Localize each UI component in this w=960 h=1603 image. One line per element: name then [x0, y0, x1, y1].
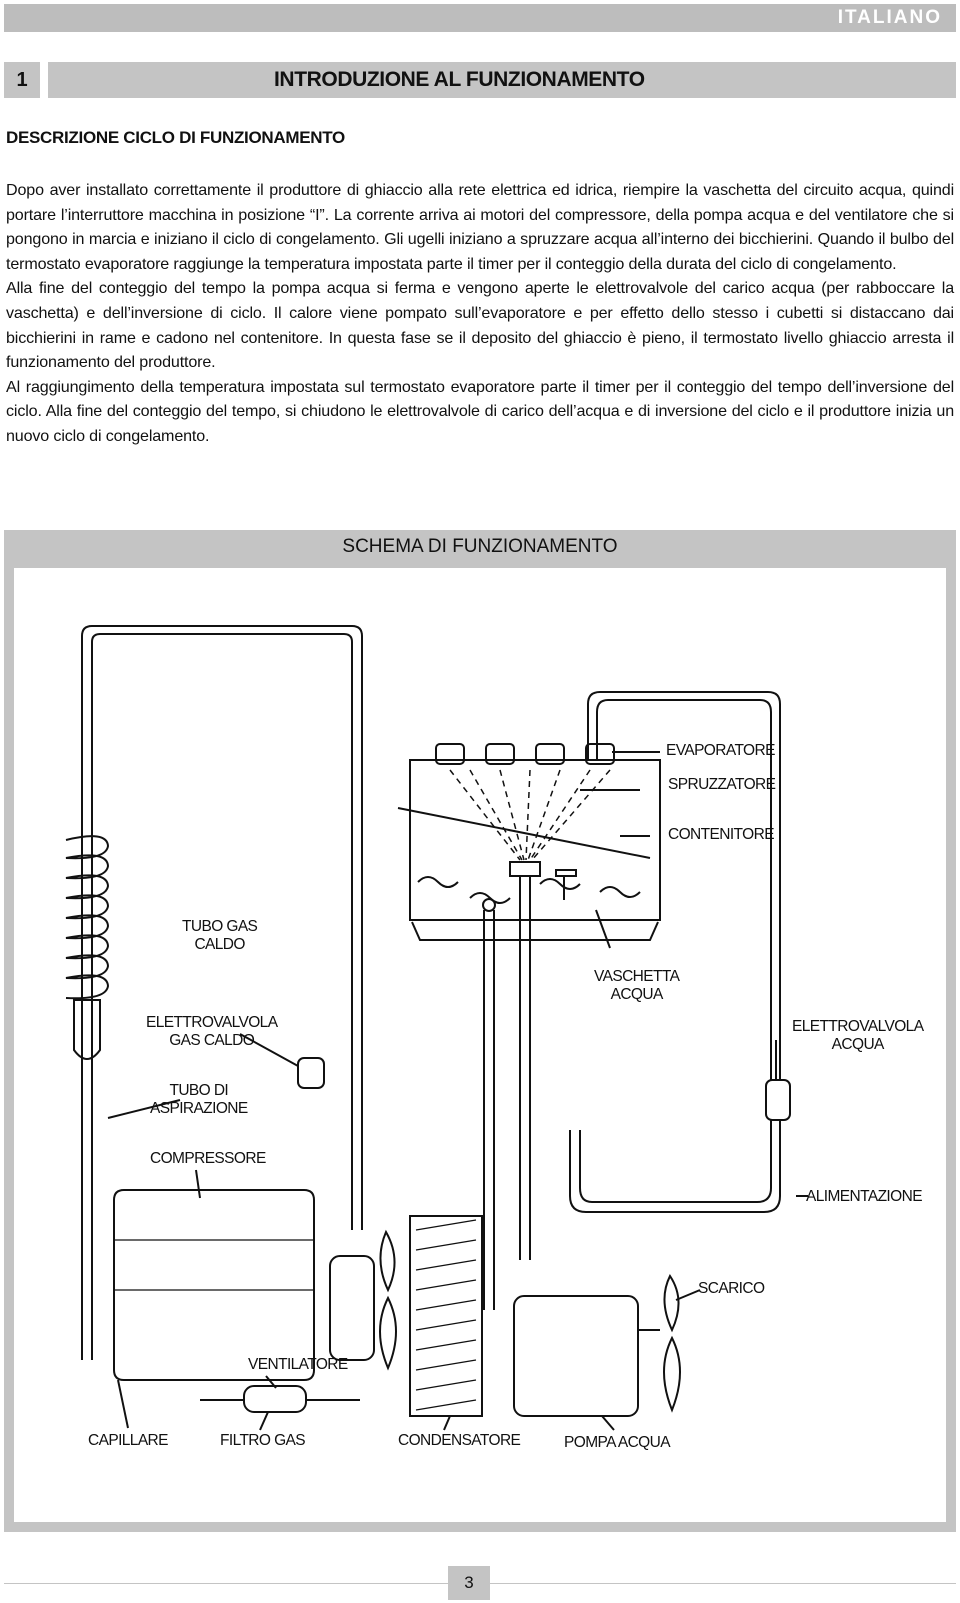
label-spruzzatore: SPRUZZATORE [668, 776, 776, 793]
section-number: 1 [4, 62, 40, 98]
label-alimentazione: ALIMENTAZIONE [806, 1188, 922, 1205]
label-condensatore: CONDENSATORE [398, 1432, 521, 1449]
label-contenitore: CONTENITORE [668, 826, 774, 843]
label-vaschetta-acqua: VASCHETTA ACQUA [594, 968, 680, 1003]
label-pompa-acqua: POMPA ACQUA [564, 1434, 670, 1451]
page-number: 3 [448, 1566, 490, 1600]
label-scarico: SCARICO [698, 1280, 765, 1297]
label-filtro-gas: FILTRO GAS [220, 1432, 306, 1449]
label-capillare: CAPILLARE [88, 1432, 168, 1449]
label-elettrovalvola-acqua: ELETTROVALVOLA ACQUA [792, 1018, 924, 1053]
label-tubo-di-aspirazione: TUBO DI ASPIRAZIONE [150, 1082, 248, 1117]
schema-title: SCHEMA DI FUNZIONAMENTO [342, 536, 618, 557]
section-title: INTRODUZIONE AL FUNZIONAMENTO [274, 68, 645, 91]
subheading: DESCRIZIONE CICLO DI FUNZIONAMENTO [6, 128, 345, 147]
label-evaporatore: EVAPORATORE [666, 742, 775, 759]
label-ventilatore: VENTILATORE [248, 1356, 348, 1373]
language-label: ITALIANO [837, 7, 942, 28]
body-paragraph: Dopo aver installato correttamente il produttore di ghiaccio alla rete elettrica ed idrica, riempire la vaschetta del circuito acqua, quindi portare l’interruttore macchina in posizione “I”. La corrente arriva ai motori del compressore, della pompa acqua e del ventilatore che si pongono in marcia e iniziano il ciclo di congelamento. Gli ugelli iniziano a spruzzare acqua all’interno dei bicchierini. Quando il bulbo del termostato evaporatore raggiunge la temperatura impostata parte il timer per il conteggio della durata del ciclo di congelamento. Alla fine del conteggio del tempo la pompa acqua si ferma e vengono aperte le elettrovalvole del carico acqua (per rabboccare la vaschetta) e dell’inversione di ciclo. Il calore viene pompato sull’evaporatore e per effetto dello stesso i cubetti si distaccano dai bicchierini in rame e cadono nel contenitore. In questa fase se il deposito del ghiaccio è pieno, il termostato livello ghiaccio arresta il funzionamento del produttore. Al raggiungimento della temperatura impostata sul termostato evaporatore parte il timer per il conteggio del tempo dell’inversione del ciclo. Alla fine del conteggio del tempo, si chiudono le elettrovalvole di carico dell’acqua e di inversione del ciclo e il produttore inizia un nuovo ciclo di congelamento. [6, 181, 954, 445]
label-elettrovalvola-gas-caldo: ELETTROVALVOLA GAS CALDO [146, 1014, 278, 1049]
label-compressore: COMPRESSORE [150, 1150, 266, 1167]
label-tubo-gas-caldo: TUBO GAS CALDO [182, 918, 258, 953]
